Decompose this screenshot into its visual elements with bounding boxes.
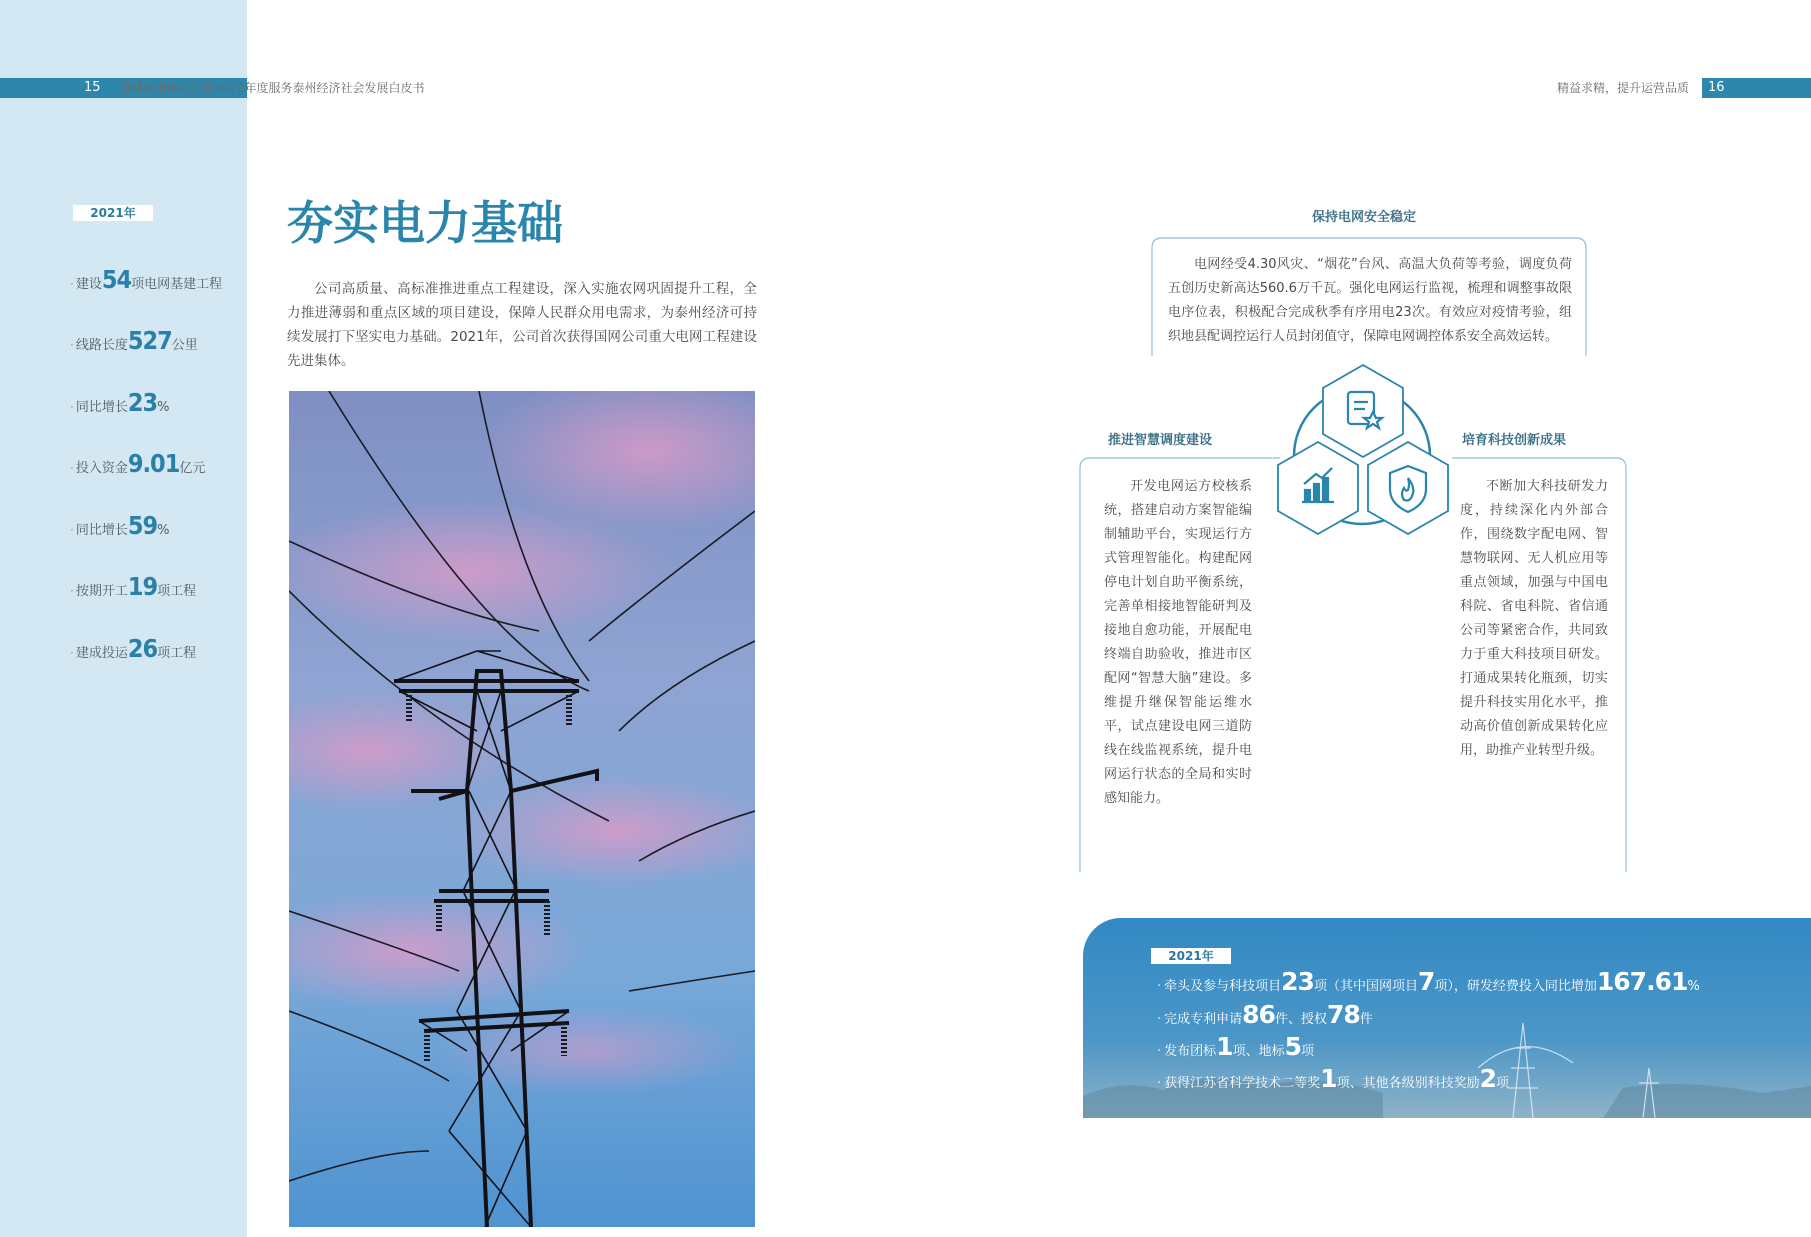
sidebar-year-tag: 2021年 [73, 205, 153, 221]
sidebar-stat: · 投入资金9.01亿元 [70, 449, 206, 478]
sidebar-stat: · 同比增长59% [70, 511, 170, 540]
stat-suffix: 亿元 [179, 461, 206, 476]
stat-suffix: % [157, 523, 170, 538]
panel-stat-line: · 完成专利申请86件、授权78件 [1157, 1000, 1373, 1029]
panel-text: 项、其他各级别科技奖励 [1336, 1076, 1480, 1091]
panel-number: 1 [1216, 1032, 1233, 1061]
sidebar-stat: · 线路长度527公里 [70, 326, 198, 355]
sidebar-stat: · 按期开工19项工程 [70, 572, 197, 601]
page-title: 夯实电力基础 [287, 196, 563, 250]
panel-text: 完成专利申请 [1164, 1012, 1243, 1027]
sidebar-stat: · 建成投运26项工程 [70, 634, 197, 663]
panel-number: 2 [1479, 1064, 1496, 1093]
panel-number: 167.61 [1596, 967, 1688, 996]
hexagon-icon-cluster [1270, 362, 1456, 540]
sidebar-stat: · 同比增长23% [70, 388, 170, 417]
panel-text: 牵头及参与科技项目 [1164, 979, 1282, 994]
panel-stat-line: · 发布团标1项、地标5项 [1157, 1032, 1314, 1061]
section-title-tech-innovation: 培育科技创新成果 [1462, 433, 1567, 448]
panel-number: 78 [1326, 1000, 1360, 1029]
panel-text: 件、授权 [1274, 1012, 1327, 1027]
page-number-left: 15 [84, 80, 101, 95]
panel-stat-line: · 获得江苏省科学技术二等奖1项、其他各级别科技奖励2项 [1157, 1064, 1509, 1093]
stat-prefix: 同比增长 [75, 400, 128, 415]
panel-text: 项 [1300, 1044, 1314, 1059]
running-header-right: 精益求精，提升运营品质 [1557, 81, 1690, 95]
panel-number: 1 [1320, 1064, 1337, 1093]
section-title-grid-safety: 保持电网安全稳定 [1312, 210, 1417, 225]
stat-suffix: % [157, 400, 170, 415]
panel-number: 23 [1281, 967, 1314, 996]
stat-number: 9.01 [127, 449, 180, 478]
stat-number: 19 [127, 572, 158, 601]
stat-suffix: 项工程 [157, 584, 197, 599]
stat-prefix: 按期开工 [75, 584, 128, 599]
panel-stat-line: · 牵头及参与科技项目23项（其中国网项目7项），研发经费投入同比增加167.61% [1157, 967, 1700, 996]
section-text-grid-safety: 电网经受4.30风灾、“烟花”台风、高温大负荷等考验，调度负荷五创历史新高达560.6万千瓦。强化电网运行监视，梳理和调整事故限电序位表，积极配合完成秋季有序用电23次。有效应对疫情考验，组织地县配调控运行人员封闭值守，保障电网调控体系安全高效运转。 [1168, 257, 1572, 344]
stat-number: 26 [127, 634, 158, 663]
stat-prefix: 同比增长 [75, 523, 128, 538]
section-title-smart-dispatch: 推进智慧调度建设 [1108, 433, 1213, 448]
stat-number: 527 [127, 326, 172, 355]
panel-text: 项、地标 [1232, 1044, 1285, 1059]
panel-number: 86 [1242, 1000, 1275, 1029]
stat-prefix: 线路长度 [75, 338, 128, 353]
panel-text: 项 [1495, 1076, 1509, 1091]
intro-paragraph: 公司高质量、高标准推进重点工程建设，深入实施农网巩固提升工程，全力推进薄弱和重点区域的项目建设，保障人民群众用电需求，为泰州经济可持续发展打下坚实电力基础。2021年，公司首次获得国网公司重大电网工程建设先进集体。 [287, 281, 757, 369]
panel-number: 5 [1284, 1032, 1301, 1061]
section-text-tech-innovation: 不断加大科技研发力度，持续深化内外部合作，围绕数字配电网、智慧物联网、无人机应用等重点领域，加强与中国电科院、省电科院、省信通公司等紧密合作，共同致力于重大科技项目研发。打通成果转化瓶颈，切实提升科技实用化水平，推动高价值创新成果转化应用，助推产业转型升级。 [1460, 479, 1608, 758]
panel-text: % [1687, 979, 1700, 994]
sidebar-stat: · 建设54项电网基建工程 [70, 265, 223, 294]
stat-suffix: 项工程 [157, 646, 197, 661]
panel-text: 项），研发经费投入同比增加 [1434, 979, 1597, 994]
stat-suffix: 项电网基建工程 [131, 277, 223, 292]
panel-text: 项（其中国网项目 [1313, 979, 1418, 994]
stat-number: 23 [127, 388, 158, 417]
stat-suffix: 公里 [171, 338, 198, 353]
stat-prefix: 投入资金 [75, 461, 128, 476]
page-number-right: 16 [1708, 80, 1725, 95]
stat-number: 54 [101, 265, 132, 294]
panel-text: 件 [1359, 1012, 1373, 1027]
panel-number: 7 [1417, 967, 1435, 996]
stat-number: 59 [127, 511, 158, 540]
running-header-left: 国网泰州供电公司2022年度服务泰州经济社会发展白皮书 [118, 81, 425, 95]
panel-year-tag: 2021年 [1151, 948, 1231, 964]
stat-prefix: 建成投运 [75, 646, 128, 661]
panel-text: 获得江苏省科学技术二等奖 [1164, 1076, 1321, 1091]
panel-text: 发布团标 [1164, 1044, 1217, 1059]
section-text-smart-dispatch: 开发电网运方校核系统，搭建启动方案智能编制辅助平台，实现运行方式管理智能化。构建配网停电计划自助平衡系统，完善单相接地智能研判及接地自愈功能，开展配电终端自助验收，推进市区配网“智慧大脑”建设。多维提升继保智能运维水平，试点建设电网三道防线在线监视系统，提升电网运行状态的全局和实时感知能力。 [1104, 479, 1252, 806]
stat-prefix: 建设 [75, 277, 102, 292]
